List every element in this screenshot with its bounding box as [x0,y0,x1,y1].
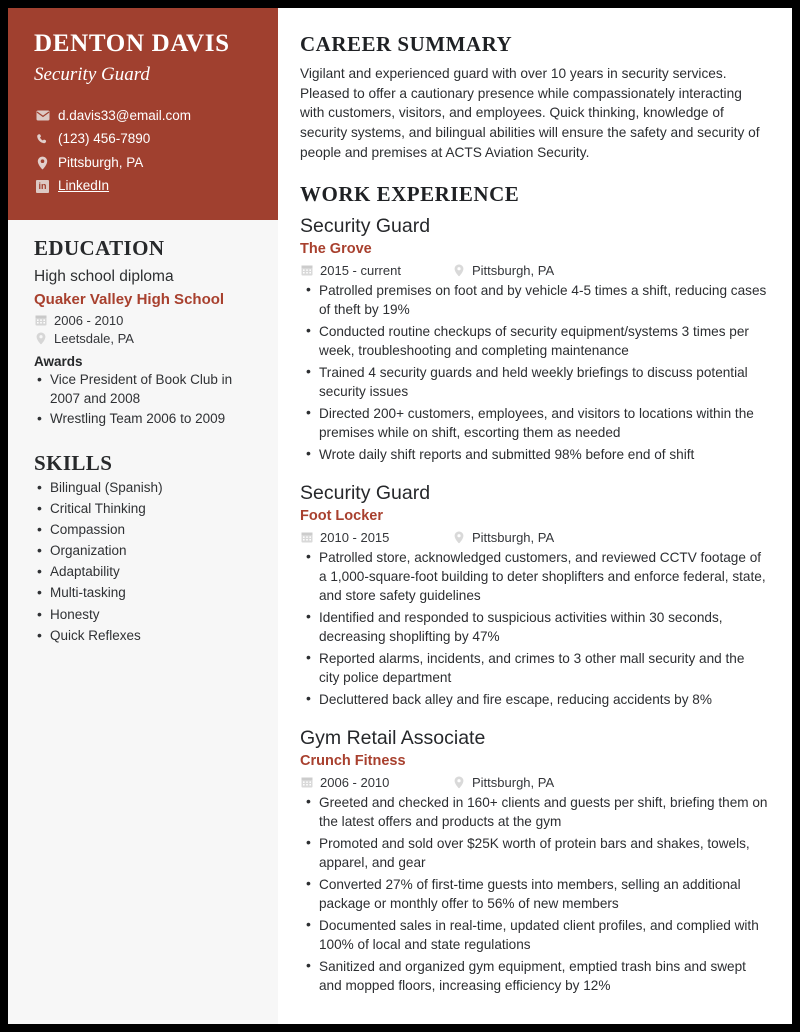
career-summary-section [300,32,768,163]
contact-item-phone [34,129,252,149]
job-location-row [452,263,554,278]
job-location-row [452,530,554,545]
contact-linkedin-link[interactable]: LinkedIn [58,178,110,194]
job-location: Pittsburgh, PA [472,262,555,278]
contact-location-text: Pittsburgh, PA [58,154,144,170]
education-location: Leetsdale, PA [54,330,134,346]
list-item: • Documented sales in real-time, updated client profiles, and complied with 100% of local and state regulations [300,916,768,954]
job-entry [300,481,768,709]
contact-phone-text: (123) 456-7890 [58,131,151,147]
contact-item-linkedin[interactable] [34,176,252,196]
job-dates-row [300,530,452,545]
job-meta [300,775,768,790]
education-section [34,236,252,429]
job-location: Pittsburgh, PA [472,774,555,790]
job-entry [300,214,768,464]
job-entry [300,726,768,995]
calendar-icon [34,314,48,326]
job-dates: 2010 - 2015 [320,529,390,545]
list-item: • Vice President of Book Club in 2007 and 2008 [34,371,252,408]
job-dates: 2006 - 2010 [320,774,390,790]
awards-label: Awards [34,353,83,369]
job-role: Gym Retail Associate [300,727,486,749]
sidebar-header [8,8,278,220]
contact-item-email [34,106,252,126]
list-item: • Decluttered back alley and fire escape, reducing accidents by 8% [300,690,768,709]
job-company: The Grove [300,240,372,257]
contact-list [34,106,252,196]
education-heading: EDUCATION [34,236,165,260]
job-location: Pittsburgh, PA [472,529,555,545]
list-item: • Organization [34,542,252,561]
calendar-icon [300,264,314,276]
job-bullets [300,281,768,464]
location-pin-icon [452,264,466,277]
career-summary-text: Vigilant and experienced guard with over 10 years in security services. Pleased to offer a cautionary presence while compassionately interacting with customers, visitors, and employees. Quick thinking, knowledge of security systems, and bilingual abilities will ensure the safety and security of people and premises at ACTS Aviation Security. [300,66,760,160]
job-role: Security Guard [300,481,431,504]
job-dates-row [300,263,452,278]
education-dates: 2006 - 2010 [54,312,124,328]
contact-item-location [34,153,252,173]
sidebar-body [8,220,278,645]
list-item: • Bilingual (Spanish) [34,479,252,498]
list-item: • Greeted and checked in 160+ clients and guests per shift, briefing them on the latest offers and products at the gym [300,793,768,831]
location-pin-icon [34,332,48,345]
list-item: • Adaptability [34,563,252,582]
education-dates-row [34,313,252,328]
list-item: • Trained 4 security guards and held weekly briefings to discuss potential security issues [300,363,768,401]
location-pin-icon [452,531,466,544]
candidate-name: DENTON DAVIS [34,30,230,57]
list-item: • Converted 27% of first-time guests into members, selling an additional package or monthly offer to 56% of new members [300,875,768,913]
list-item: • Sanitized and organized gym equipment, emptied trash bins and swept and mopped floors, increasing efficiency by 12% [300,957,768,995]
list-item: • Identified and responded to suspicious activities within 30 seconds, decreasing shoplifting by 47% [300,608,768,646]
list-item: • Patrolled premises on foot and by vehicle 4-5 times a shift, reducing cases of theft by 19% [300,281,768,319]
calendar-icon [300,531,314,543]
list-item: • Compassion [34,521,252,540]
job-bullets [300,548,768,709]
list-item: • Directed 200+ customers, employees, and visitors to locations within the premises while on shift, escorting them as needed [300,404,768,442]
skills-heading: SKILLS [34,450,113,475]
education-location-row [34,331,252,346]
career-summary-heading: CAREER SUMMARY [300,32,513,56]
job-meta [300,530,768,545]
education-school: Quaker Valley High School [34,290,225,308]
location-pin-icon [34,156,51,170]
list-item: • Honesty [34,606,252,625]
list-item: • Patrolled store, acknowledged customers, and reviewed CCTV footage of a 1,000-square-foot building to deter shoplifters and enforce federal, state, and store safety guidelines [300,548,768,605]
list-item: • Critical Thinking [34,500,252,519]
candidate-job-title: Security Guard [34,63,150,85]
calendar-icon [300,776,314,788]
sidebar [8,8,278,1024]
job-dates-row [300,775,452,790]
list-item: • Wrote daily shift reports and submitted 98% before end of shift [300,445,768,464]
list-item: • Multi-tasking [34,584,252,603]
job-bullets [300,793,768,995]
education-degree: High school diploma [34,268,174,285]
job-role: Security Guard [300,214,431,237]
job-dates: 2015 - current [320,262,401,278]
job-company: Foot Locker [300,508,383,525]
job-meta [300,263,768,278]
job-company: Crunch Fitness [300,753,406,770]
list-item: • Wrestling Team 2006 to 2009 [34,410,252,429]
main-content [278,8,792,1024]
list-item: • Promoted and sold over $25K worth of protein bars and shakes, towels, apparel, and gear [300,834,768,872]
list-item: • Conducted routine checkups of security equipment/systems 3 times per week, troubleshooting and completing maintenance [300,322,768,360]
contact-email-text: d.davis33@email.com [58,107,192,123]
location-pin-icon [452,776,466,789]
phone-icon [34,133,51,146]
list-item: • Reported alarms, incidents, and crimes to 3 other mall security and the city police department [300,649,768,687]
skills-list [34,479,252,646]
envelope-icon [34,110,51,121]
resume-page [8,8,792,1024]
work-experience-heading: WORK EXPERIENCE [300,181,520,206]
awards-list [34,371,252,429]
linkedin-icon: in [34,180,51,193]
work-experience-section [300,182,768,996]
skills-section [34,451,252,646]
job-location-row [452,775,554,790]
list-item: • Quick Reflexes [34,627,252,646]
